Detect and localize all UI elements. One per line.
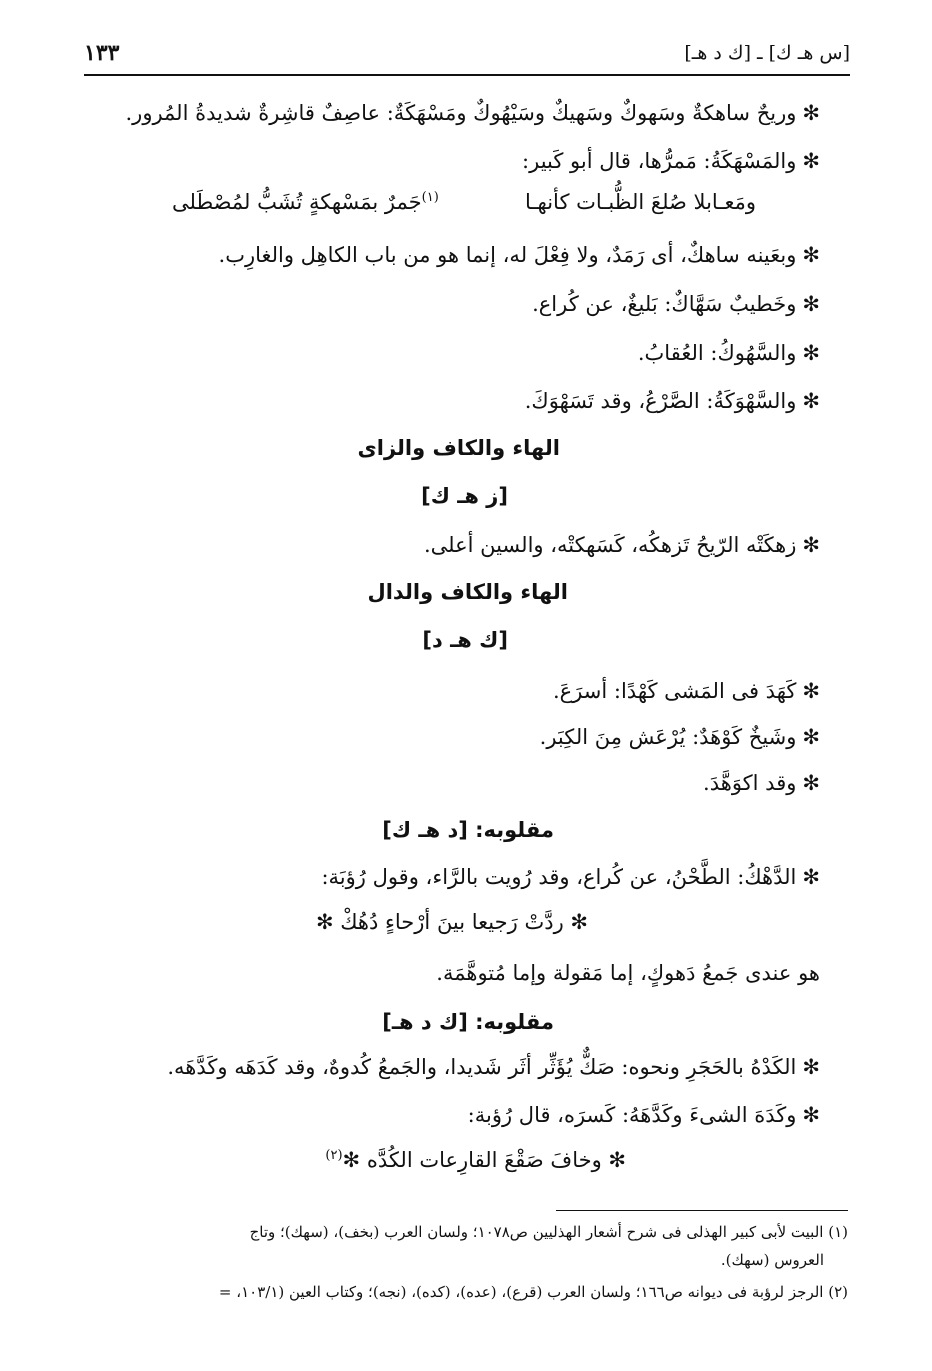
root-heading: [ك هـ د] [422,628,508,652]
entry-line: ✻وريحٌ ساهكةٌ وسَهوكٌ وسَهيكٌ وسَيْهُوكٌ ومَسْهَكَةٌ: عاصِفٌ قاشِرةٌ شديدةُ المُرور. [125,101,820,125]
section-heading: مقلوبه: [ك د هـ] [382,1010,554,1034]
entry-star-icon: ✻ [802,101,820,125]
entry-line: ✻والمَسْهَكَةُ: مَمرُّها، قال أبو كَبير: [522,149,820,173]
entry-star-icon: ✻ [802,679,820,703]
entry-line: ✻والسَّهُوكُ: العُقابُ. [637,341,820,365]
entry-line: ✻الدَّهْكُ: الطَّحْنُ، عن كُراع، وقد رُويت بالرَّاء، وقول رُؤبَة: [321,865,820,889]
verse-line: ✻ ردَّتْ رَجيعا بينَ أرْحاءٍ دُهُكْ ✻ [315,910,588,934]
section-heading: مقلوبه: [د هـ ك] [382,818,554,842]
verse-star-icon: ✻ [315,910,341,934]
footnote-marker: (١) [421,190,439,205]
entry-star-icon: ✻ [802,389,820,413]
section-heading: الهاء والكاف والزاى [357,436,560,460]
verse-star-icon: ✻ [601,1148,626,1172]
entry-line: ✻زهكَتْه الرّيحُ تَزهكُه، كَسَهكتْه، والسين أعلى. [423,533,820,557]
verse-star-icon: ✻ [563,910,588,934]
entry-line: هو عندى جَمعُ دَهوكٍ، إما مَقولة وإما مُتوهَّمَة. [436,961,820,985]
page-number: ١٣٣ [84,40,120,66]
verse-hemistich-right: ومَعـابلا صُلعَ الظُّبـات كأنهـا [524,190,756,214]
entry-star-icon: ✻ [802,292,820,316]
entry-line: ✻وخَطيبٌ سَهَّاكٌ: بَليغٌ، عن كُراع. [532,292,820,316]
footnote-rule [556,1210,848,1211]
entry-line: ✻كَهَدَ فى المَشى كَهْدًا: أسرَعَ. [553,679,820,703]
entry-star-icon: ✻ [802,1055,820,1079]
entry-line: ✻وبعَينه ساهكٌ، أى رَمَدٌ، ولا فِعْلَ له، إنما هو من باب الكاهِل والغارِب. [218,243,820,267]
entry-star-icon: ✻ [802,771,820,795]
running-head: [س هـ ك] ـ [ك د هـ] [684,42,850,64]
footnote-1-line-1: (١) البيت لأبى كبير الهذلى فى شرح أشعار الهذليين ص١٠٧٨؛ ولسان العرب (بخف)، (سهك)؛ وتاج [249,1223,848,1241]
footnote-marker: (٢) [325,1148,343,1163]
verse-hemistich-left: $^{(١)}$جَمرٌ بمَسْهكةٍ تُشَبُّ لمُصْطَلى [172,190,439,214]
footnote-2: (٢) الرجز لرؤبة فى ديوانه ص١٦٦؛ ولسان العرب (قرع)، (عده)، (كده)، (نجه)؛ وكتاب العين (١٠٣/١، = [218,1283,848,1301]
entry-line: ✻وقد اكوَهَّدَ. [703,771,820,795]
page-header [84,38,850,76]
entry-star-icon: ✻ [802,243,820,267]
entry-star-icon: ✻ [802,865,820,889]
entry-star-icon: ✻ [802,341,820,365]
entry-star-icon: ✻ [802,1103,820,1127]
entry-line: ✻وكَدَهَ الشىءَ وكَدَّهَهُ: كَسرَه، قال رُؤبة: [467,1103,820,1127]
verse-line: ✻ وخافَ صَقْعَ القارِعات الكُدَّه ✻$^{(٢)}$ [325,1148,626,1172]
entry-star-icon: ✻ [802,725,820,749]
footnote-1-line-2: العروس (سهك). [720,1251,824,1269]
section-heading: الهاء والكاف والدال [367,580,568,604]
entry-line: ✻الكَدْهُ بالحَجَرِ ونحوه: صَكٌّ يُؤَثِّر أثَر شَديدا، والجَمعُ كُدوهٌ، وقد كَدَهَه وكَدَّهَه. [167,1055,820,1079]
entry-star-icon: ✻ [802,533,820,557]
entry-star-icon: ✻ [802,149,820,173]
root-heading: [ز هـ ك] [421,484,508,508]
entry-line: ✻والسَّهْوَكَةُ: الصَّرْعُ، وقد تَسَهْوَكَ. [524,389,820,413]
entry-line: ✻وشَيخٌ كَوْهَدٌ: يُرْعَش مِنَ الكِبَر. [539,725,820,749]
verse-star-icon: ✻ [342,1148,367,1172]
